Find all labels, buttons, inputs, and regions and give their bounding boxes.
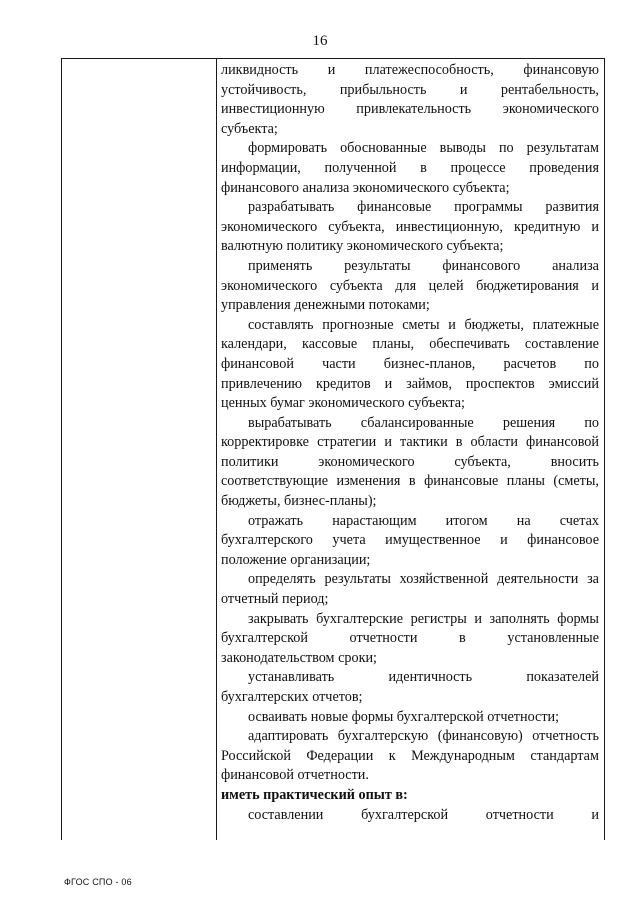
- text-line: [221, 61, 599, 81]
- text-segment: бюджетирования: [476, 277, 579, 294]
- text-segment: сметы: [402, 316, 440, 333]
- text-segment: итогом: [445, 512, 488, 529]
- text-segment: иметь практический опыт в:: [221, 786, 408, 803]
- text-segment: инвестиционную,: [395, 218, 503, 235]
- text-segment: ценных бумаг экономического субъекта;: [221, 395, 466, 412]
- text-segment: идентичность: [388, 669, 473, 686]
- text-line: [221, 218, 599, 238]
- text-segment: закрывать: [248, 610, 309, 627]
- text-segment: бухгалтерского: [221, 532, 313, 549]
- text-line: [221, 335, 599, 355]
- text-line: [221, 375, 599, 395]
- text-segment: решения: [502, 414, 556, 431]
- text-segment: бухгалтерских отчетов;: [221, 689, 363, 705]
- text-segment: привлекательность: [356, 101, 472, 118]
- text-segment: нарастающим: [332, 512, 417, 529]
- text-segment: Федерации: [306, 747, 374, 764]
- text-segment: в: [455, 434, 463, 451]
- text-segment: установленные: [507, 630, 599, 647]
- text-line: [221, 492, 599, 512]
- text-segment: финансовой: [526, 434, 599, 451]
- text-segment: экономического: [318, 453, 415, 470]
- text-segment: вырабатывать: [248, 414, 332, 431]
- text-segment: субъекта,: [328, 218, 385, 235]
- text-line: [221, 355, 599, 375]
- text-segment: полученной: [324, 159, 397, 176]
- text-line: [221, 316, 599, 336]
- text-segment: (финансовую): [437, 728, 523, 745]
- text-segment: обоснованные: [340, 140, 427, 157]
- text-segment: финансовые: [357, 199, 432, 216]
- text-line: [221, 610, 599, 630]
- text-segment: отчетный период;: [221, 591, 329, 608]
- text-line: [221, 727, 599, 747]
- footer-code: ФГОС СПО - 06: [64, 877, 132, 887]
- text-segment: имущественное: [385, 532, 481, 549]
- text-line: [221, 120, 599, 140]
- text-segment: ликвидность: [221, 62, 299, 78]
- text-segment: разрабатывать: [248, 199, 335, 216]
- text-segment: формировать: [248, 140, 328, 157]
- page-number: 16: [312, 33, 328, 49]
- text-segment: стратегии: [317, 434, 377, 451]
- text-segment: результаты: [324, 571, 391, 588]
- text-segment: займов,: [406, 375, 452, 392]
- text-segment: расчетов: [503, 355, 557, 372]
- text-segment: в: [420, 159, 427, 176]
- text-segment: финансового анализа экономического субъекта;: [221, 179, 510, 196]
- text-segment: по: [584, 355, 599, 372]
- text-segment: положение организации;: [221, 551, 371, 568]
- text-segment: области: [470, 434, 518, 451]
- text-segment: и: [500, 532, 508, 549]
- text-segment: в: [459, 630, 466, 647]
- text-segment: информации,: [221, 159, 301, 176]
- text-segment: составление: [524, 336, 599, 353]
- text-line: [221, 414, 599, 434]
- text-segment: бизнес-планов,: [383, 355, 476, 372]
- text-segment: прибыльность: [339, 81, 427, 98]
- text-segment: сбалансированные: [360, 414, 474, 431]
- text-segment: финансовой отчетности.: [221, 767, 369, 784]
- text-segment: на: [516, 512, 531, 529]
- text-line: [221, 81, 599, 101]
- requirements-table: [61, 58, 605, 840]
- text-line: [221, 472, 599, 492]
- left-column-cell: [62, 59, 216, 840]
- text-line: [221, 708, 599, 728]
- text-line: [221, 394, 599, 414]
- text-segment: финансовой: [221, 355, 294, 372]
- text-segment: деятельности: [497, 571, 579, 588]
- text-segment: и: [591, 806, 599, 823]
- text-segment: бухгалтерские: [316, 610, 404, 627]
- text-segment: экономического: [221, 277, 318, 294]
- text-segment: к: [388, 747, 396, 764]
- text-segment: целей: [428, 277, 464, 294]
- text-line: [221, 590, 599, 610]
- text-segment: по: [584, 414, 599, 431]
- text-segment: и: [384, 434, 392, 451]
- text-segment: прогнозные: [322, 316, 394, 333]
- text-line: [221, 139, 599, 159]
- text-line: [221, 570, 599, 590]
- text-segment: (сметы,: [553, 473, 599, 490]
- text-segment: бухгалтерскую: [337, 728, 429, 745]
- text-segment: показателей: [526, 669, 599, 686]
- text-segment: развития: [545, 199, 599, 216]
- text-segment: законодательством сроки;: [221, 649, 377, 666]
- text-line: [221, 237, 599, 257]
- text-line: [221, 433, 599, 453]
- text-segment: бухгалтерской: [221, 630, 308, 647]
- text-segment: и: [448, 316, 456, 333]
- text-segment: устойчивость,: [221, 81, 307, 98]
- text-segment: за: [587, 571, 599, 588]
- text-segment: определять: [248, 571, 316, 588]
- text-segment: в: [408, 473, 416, 490]
- text-line: [221, 453, 599, 473]
- text-line: [221, 551, 599, 571]
- text-segment: по: [498, 140, 514, 157]
- text-line: [221, 649, 599, 669]
- text-segment: соответствующие: [221, 473, 329, 490]
- text-segment: стандартам: [530, 747, 599, 764]
- text-segment: отражать: [248, 512, 304, 529]
- text-line: [221, 277, 599, 297]
- text-segment: кредитную: [513, 218, 581, 235]
- text-segment: осваивать новые формы бухгалтерской отчетности;: [248, 708, 560, 725]
- text-segment: применять: [248, 257, 313, 274]
- text-segment: проспектов: [465, 375, 535, 392]
- text-line: [221, 296, 599, 316]
- text-segment: субъекта,: [454, 453, 511, 470]
- text-segment: кредитов: [315, 375, 371, 392]
- text-segment: и: [591, 218, 599, 235]
- text-segment: управления денежными потоками;: [221, 297, 430, 314]
- text-line: [221, 766, 599, 786]
- text-segment: тактики: [400, 434, 448, 451]
- text-segment: платежные: [532, 316, 599, 333]
- text-segment: планы: [506, 473, 545, 490]
- text-line: [221, 198, 599, 218]
- text-segment: вносить: [550, 453, 599, 470]
- text-segment: анализа: [552, 257, 599, 274]
- text-segment: бюджеты,: [464, 316, 524, 333]
- text-segment: процессе: [450, 159, 506, 176]
- text-segment: субъекта;: [221, 120, 278, 137]
- text-segment: эмиссий: [548, 375, 599, 392]
- text-segment: финансовые: [424, 473, 499, 490]
- text-line: [221, 159, 599, 179]
- text-segment: экономического: [502, 101, 599, 118]
- text-segment: и: [474, 610, 482, 627]
- text-segment: учета: [332, 532, 366, 549]
- text-segment: календари,: [221, 336, 287, 353]
- text-segment: и: [591, 277, 599, 294]
- text-line: [221, 257, 599, 277]
- text-segment: составлять: [248, 316, 314, 333]
- text-segment: финансового: [442, 257, 521, 274]
- text-segment: адаптировать: [248, 728, 329, 745]
- text-segment: и: [327, 62, 336, 78]
- text-segment: отчетность: [532, 728, 599, 745]
- text-segment: результаты: [344, 257, 411, 274]
- text-segment: регистры: [410, 610, 467, 627]
- text-segment: заполнять: [489, 610, 550, 627]
- text-segment: устанавливать: [248, 669, 335, 686]
- text-segment: валютную политику экономического субъекта;: [221, 238, 504, 255]
- text-line: [221, 100, 599, 120]
- text-segment: бюджеты, бизнес-планы);: [221, 493, 377, 510]
- text-segment: инвестиционную: [221, 101, 325, 118]
- text-line: [221, 688, 599, 708]
- text-line: [221, 747, 599, 767]
- text-segment: бухгалтерской: [361, 806, 449, 823]
- text-segment: проведения: [529, 159, 599, 176]
- text-segment: субъекта: [329, 277, 383, 294]
- text-segment: результатам: [526, 140, 599, 157]
- text-segment: корректировке: [221, 434, 309, 451]
- text-segment: изменения: [336, 473, 401, 490]
- text-line: [221, 806, 599, 826]
- text-line: [221, 629, 599, 649]
- text-segment: части: [322, 355, 356, 372]
- text-segment: планы,: [372, 336, 415, 353]
- text-segment: составлении: [248, 806, 324, 823]
- text-segment: кассовые: [302, 336, 358, 353]
- text-segment: платежеспособность,: [364, 62, 494, 78]
- text-segment: обеспечивать: [429, 336, 510, 353]
- text-line: [221, 668, 599, 688]
- text-segment: привлечению: [221, 375, 303, 392]
- text-segment: экономического: [221, 218, 318, 235]
- section-heading: [221, 786, 599, 806]
- text-line: [221, 512, 599, 532]
- text-segment: финансовое: [527, 532, 599, 549]
- text-segment: финансовую: [523, 62, 599, 78]
- text-segment: выводы: [439, 140, 486, 157]
- text-line: [221, 531, 599, 551]
- text-segment: и: [384, 375, 393, 392]
- text-segment: политики: [221, 453, 279, 470]
- text-line: [221, 179, 599, 199]
- text-segment: Российской: [221, 747, 291, 764]
- text-segment: хозяйственной: [399, 571, 489, 588]
- text-segment: счетах: [559, 512, 599, 529]
- text-segment: Международным: [411, 747, 515, 764]
- text-segment: и: [459, 81, 468, 98]
- text-segment: рентабельность,: [500, 81, 599, 98]
- column-divider: [216, 59, 217, 840]
- text-segment: формы: [557, 610, 599, 627]
- right-column-cell: [221, 61, 599, 825]
- text-segment: для: [395, 277, 417, 294]
- text-segment: отчетности: [349, 630, 418, 647]
- text-segment: программы: [454, 199, 523, 216]
- text-segment: отчетности: [485, 806, 554, 823]
